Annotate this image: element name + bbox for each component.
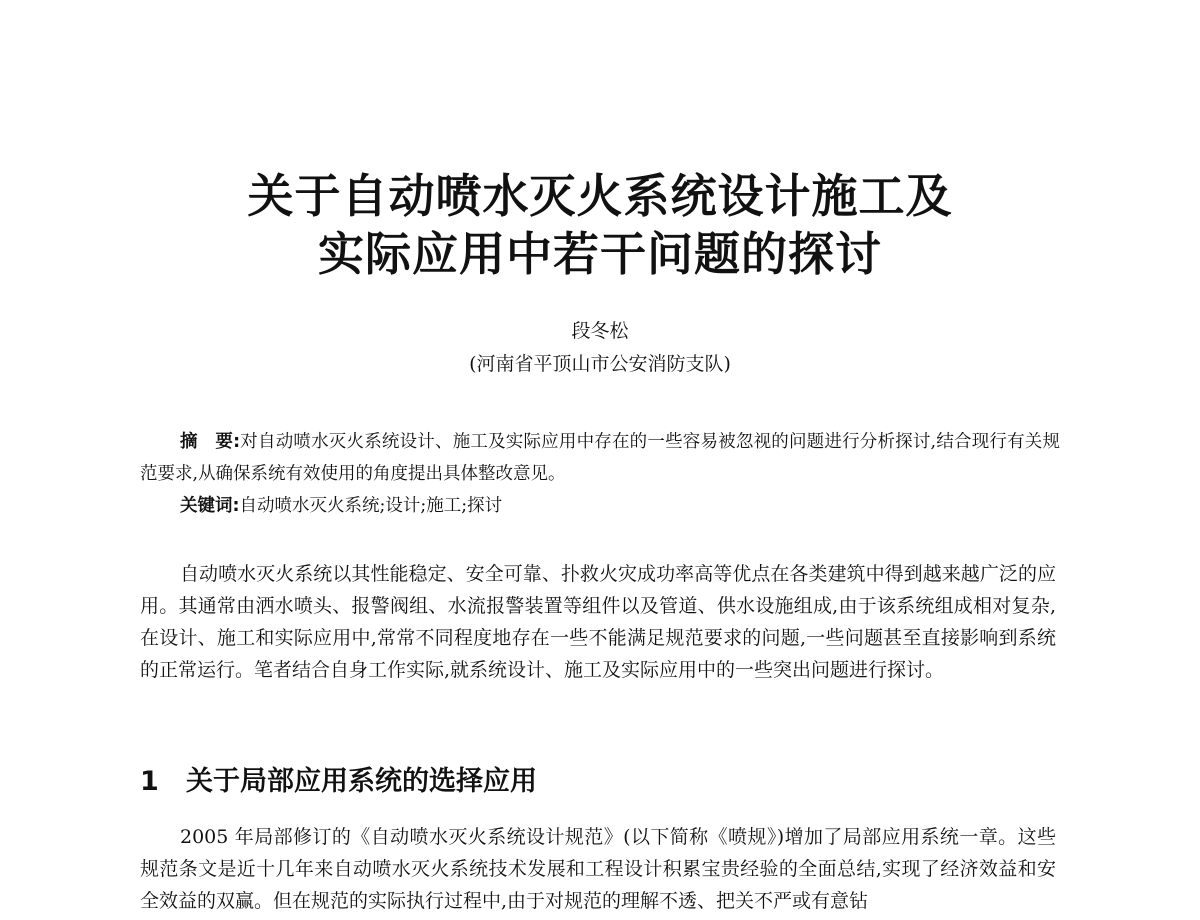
section-1-paragraph: 2005 年局部修订的《自动喷水灭火系统设计规范》(以下简称《喷规》)增加了局部应用系统一章。这些规范条文是近十几年来自动喷水灭火系统技术发展和工程设计积累宝贵经验的全面总结,实现了经济效益和安全效益的双赢。但在规范的实际执行过程中,由于对规范的理解不透、把关不严或有意钻 — [140, 826, 1056, 912]
abstract-text: 对自动喷水灭火系统设计、施工及实际应用中存在的一些容易被忽视的问题进行分析探讨,结合现行有关规范要求,从确保系统有效使用的角度提出具体整改意见。 — [140, 432, 1061, 484]
section-1-title: 关于局部应用系统的选择应用 — [186, 766, 537, 797]
author-name: 段冬松 — [571, 320, 629, 342]
keywords-label: 关键词: — [180, 496, 240, 516]
paper-title-line-2: 实际应用中若干问题的探讨 — [318, 227, 882, 281]
section-1-number: 1 — [140, 766, 159, 797]
author-affiliation: (河南省平顶山市公安消防支队) — [469, 353, 731, 375]
abstract — [140, 426, 1060, 490]
section-1-heading — [140, 762, 537, 802]
intro-paragraph: 自动喷水灭火系统以其性能稳定、安全可靠、扑救火灾成功率高等优点在各类建筑中得到越来越广泛的应用。其通常由洒水喷头、报警阀组、水流报警装置等组件以及管道、供水设施组成,由于该系统组成相对复杂,在设计、施工和实际应用中,常常不同程度地存在一些不能满足规范要求的问题,一些问题甚至直接影响到系统的正常运行。笔者结合自身工作实际,就系统设计、施工及实际应用中的一些突出问题进行探讨。 — [140, 563, 1056, 681]
paper-title-line-1: 关于自动喷水灭火系统设计施工及 — [247, 169, 953, 223]
keywords-text: 自动喷水灭火系统;设计;施工;探讨 — [239, 496, 503, 516]
keywords — [140, 490, 1060, 522]
abstract-label: 摘 要: — [180, 432, 241, 452]
